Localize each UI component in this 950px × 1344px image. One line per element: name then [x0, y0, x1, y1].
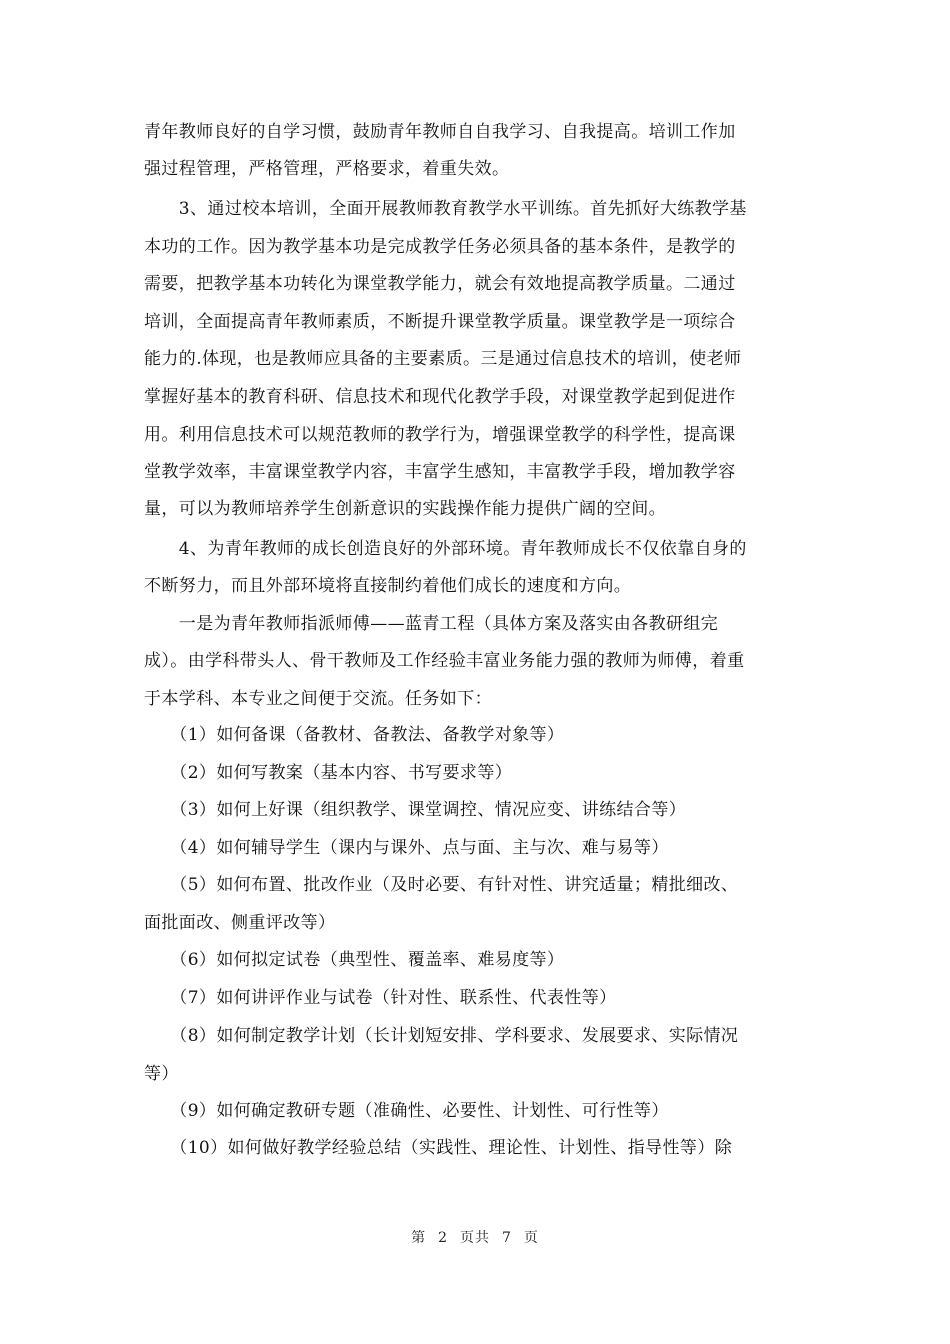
text-line: （2）如何写教案（基本内容、书写要求等）	[144, 763, 513, 783]
text-line: （5）如何布置、批改作业（及时必要、有针对性、讲究适量；精批细改、	[144, 875, 739, 895]
text-line: 一是为青年教师指派师傅——蓝青工程（具体方案及落实由各教研组完	[144, 614, 719, 634]
footer-middle: 页共	[460, 1230, 490, 1246]
page-footer	[0, 1228, 950, 1248]
text-line: 面批面改、侧重评改等）	[144, 913, 336, 933]
text-line: 用。利用信息技术可以规范教师的教学行为，增强课堂教学的科学性，提高课	[144, 425, 736, 445]
text-line: 不断努力，而且外部环境将直接制约着他们成长的速度和方向。	[144, 576, 632, 596]
text-line: （9）如何确定教研专题（准确性、必要性、计划性、可行性等）	[144, 1101, 669, 1121]
footer-suffix: 页	[523, 1230, 539, 1246]
text-line: 能力的.体现，也是教师应具备的主要素质。三是通过信息技术的培训，使老师	[144, 349, 742, 369]
text-line: （6）如何拟定试卷（典型性、覆盖率、难易度等）	[144, 950, 565, 970]
text-line: （4）如何辅导学生（课内与课外、点与面、主与次、难与易等）	[144, 838, 669, 858]
text-line: 需要，把教学基本功转化为课堂教学能力，就会有效地提高教学质量。二通过	[144, 274, 736, 294]
text-line: 培训，全面提高青年教师素质，不断提升课堂教学质量。课堂教学是一项综合	[144, 312, 736, 332]
text-line: 堂教学效率，丰富课堂教学内容，丰富学生感知，丰富教学手段，增加教学容	[144, 462, 736, 482]
text-line: 3、通过校本培训，全面开展教师教育教学水平训练。首先抓好大练教学基	[144, 199, 747, 219]
text-line: 青年教师良好的自学习惯，鼓励青年教师自自我学习、自我提高。培训工作加	[144, 122, 736, 142]
text-line: （1）如何备课（备教材、备教法、备教学对象等）	[144, 725, 565, 745]
footer-prefix: 第	[411, 1230, 427, 1246]
total-page-number: 7	[502, 1230, 512, 1246]
text-line: 于本学科、本专业之间便于交流。任务如下：	[144, 689, 492, 709]
text-line: 等）	[144, 1064, 179, 1084]
text-line: 成）。由学科带头人、骨干教师及工作经验丰富业务能力强的教师为师傅，着重	[144, 651, 745, 671]
text-line: （7）如何讲评作业与试卷（针对性、联系性、代表性等）	[144, 988, 617, 1008]
text-line: 本功的工作。因为教学基本功是完成教学任务必须具备的基本条件，是教学的	[144, 237, 736, 257]
text-line: （10）如何做好教学经验总结（实践性、理论性、计划性、指导性等）除	[144, 1138, 733, 1158]
text-line: 量，可以为教师培养学生创新意识的实践操作能力提供广阔的空间。	[144, 499, 666, 519]
text-line: （8）如何制定教学计划（长计划短安排、学科要求、发展要求、实际情况	[144, 1026, 739, 1046]
text-line: 强过程管理，严格管理，严格要求，着重失效。	[144, 159, 510, 179]
text-line: 掌握好基本的教育科研、信息技术和现代化教学手段，对课堂教学起到促进作	[144, 387, 736, 407]
current-page-number: 2	[438, 1230, 448, 1246]
text-line: （3）如何上好课（组织教学、课堂调控、情况应变、讲练结合等）	[144, 800, 687, 820]
text-line: 4、为青年教师的成长创造良好的外部环境。青年教师成长不仅依靠自身的	[144, 539, 747, 559]
